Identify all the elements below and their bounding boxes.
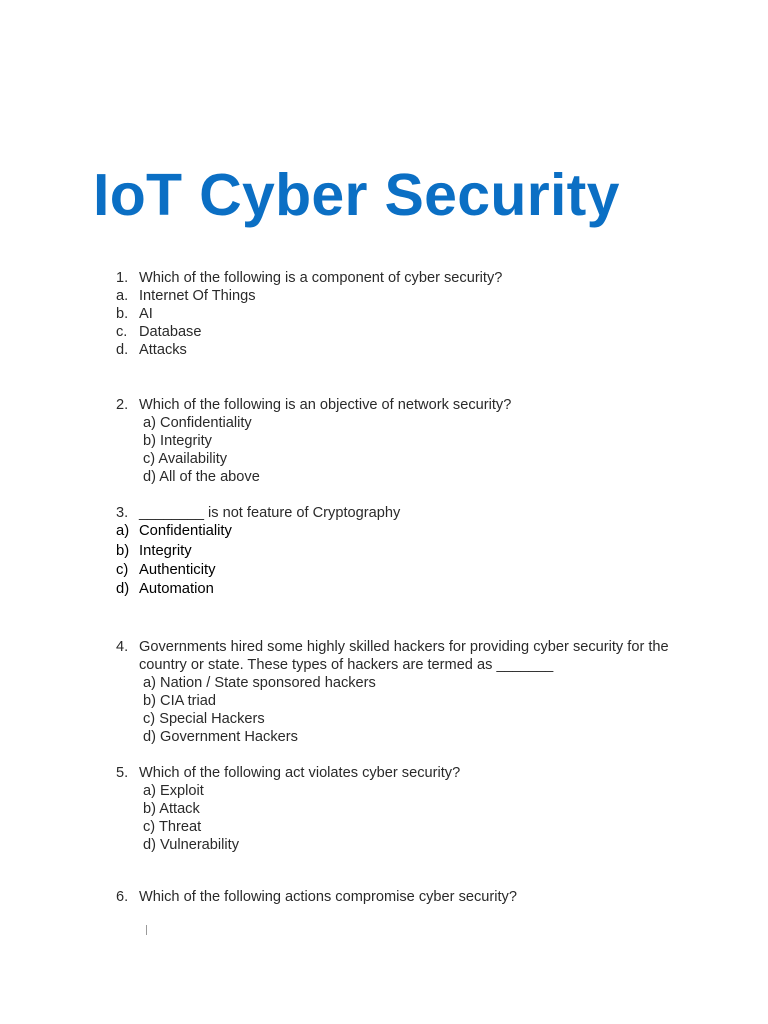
question-text: ________ is not feature of Cryptography	[139, 505, 401, 521]
question-number: 4.	[116, 639, 129, 655]
document-page: IoT Cyber Security 1. Which of the following is a component of cyber security? a. Internet Of Things b. AI c. Database d. Attacks 2. Which of the following is an objective of network security? a) Confidentiality b) Integrity c) Availability d) All of the above 3. ________ is not feature of Cryptography a) Confidentiality b) Integrity c) Authenticity d) Automation 4. Governments hired some highly skilled hackers for providing cyber security for the country or state. These types of hackers are termed as _______ a) Nation / State sponsored hackers b) CIA triad c) Special Hackers d) Government Hackers 5. Which of the following act violates cyber security? a) Exploit b) Attack c) Threat d) Vulnerability 6. Which of the following actions compromise cyber security?	[0, 0, 768, 1024]
question-text: Which of the following is a component of cyber security?	[139, 270, 503, 286]
text-cursor	[146, 925, 147, 935]
question-number: 1.	[116, 270, 129, 286]
question-number: 2.	[116, 397, 129, 413]
document-title: IoT Cyber Security	[93, 162, 620, 228]
question-text: Which of the following actions compromise cyber security?	[139, 889, 517, 905]
question-text: Which of the following is an objective of network security?	[139, 397, 512, 413]
question-text: Governments hired some highly skilled hackers for providing cyber security for the	[139, 639, 669, 655]
question-number: 6.	[116, 889, 129, 905]
question-number: 3.	[116, 505, 129, 521]
question-text: Which of the following act violates cyber security?	[139, 765, 461, 781]
question-number: 5.	[116, 765, 129, 781]
